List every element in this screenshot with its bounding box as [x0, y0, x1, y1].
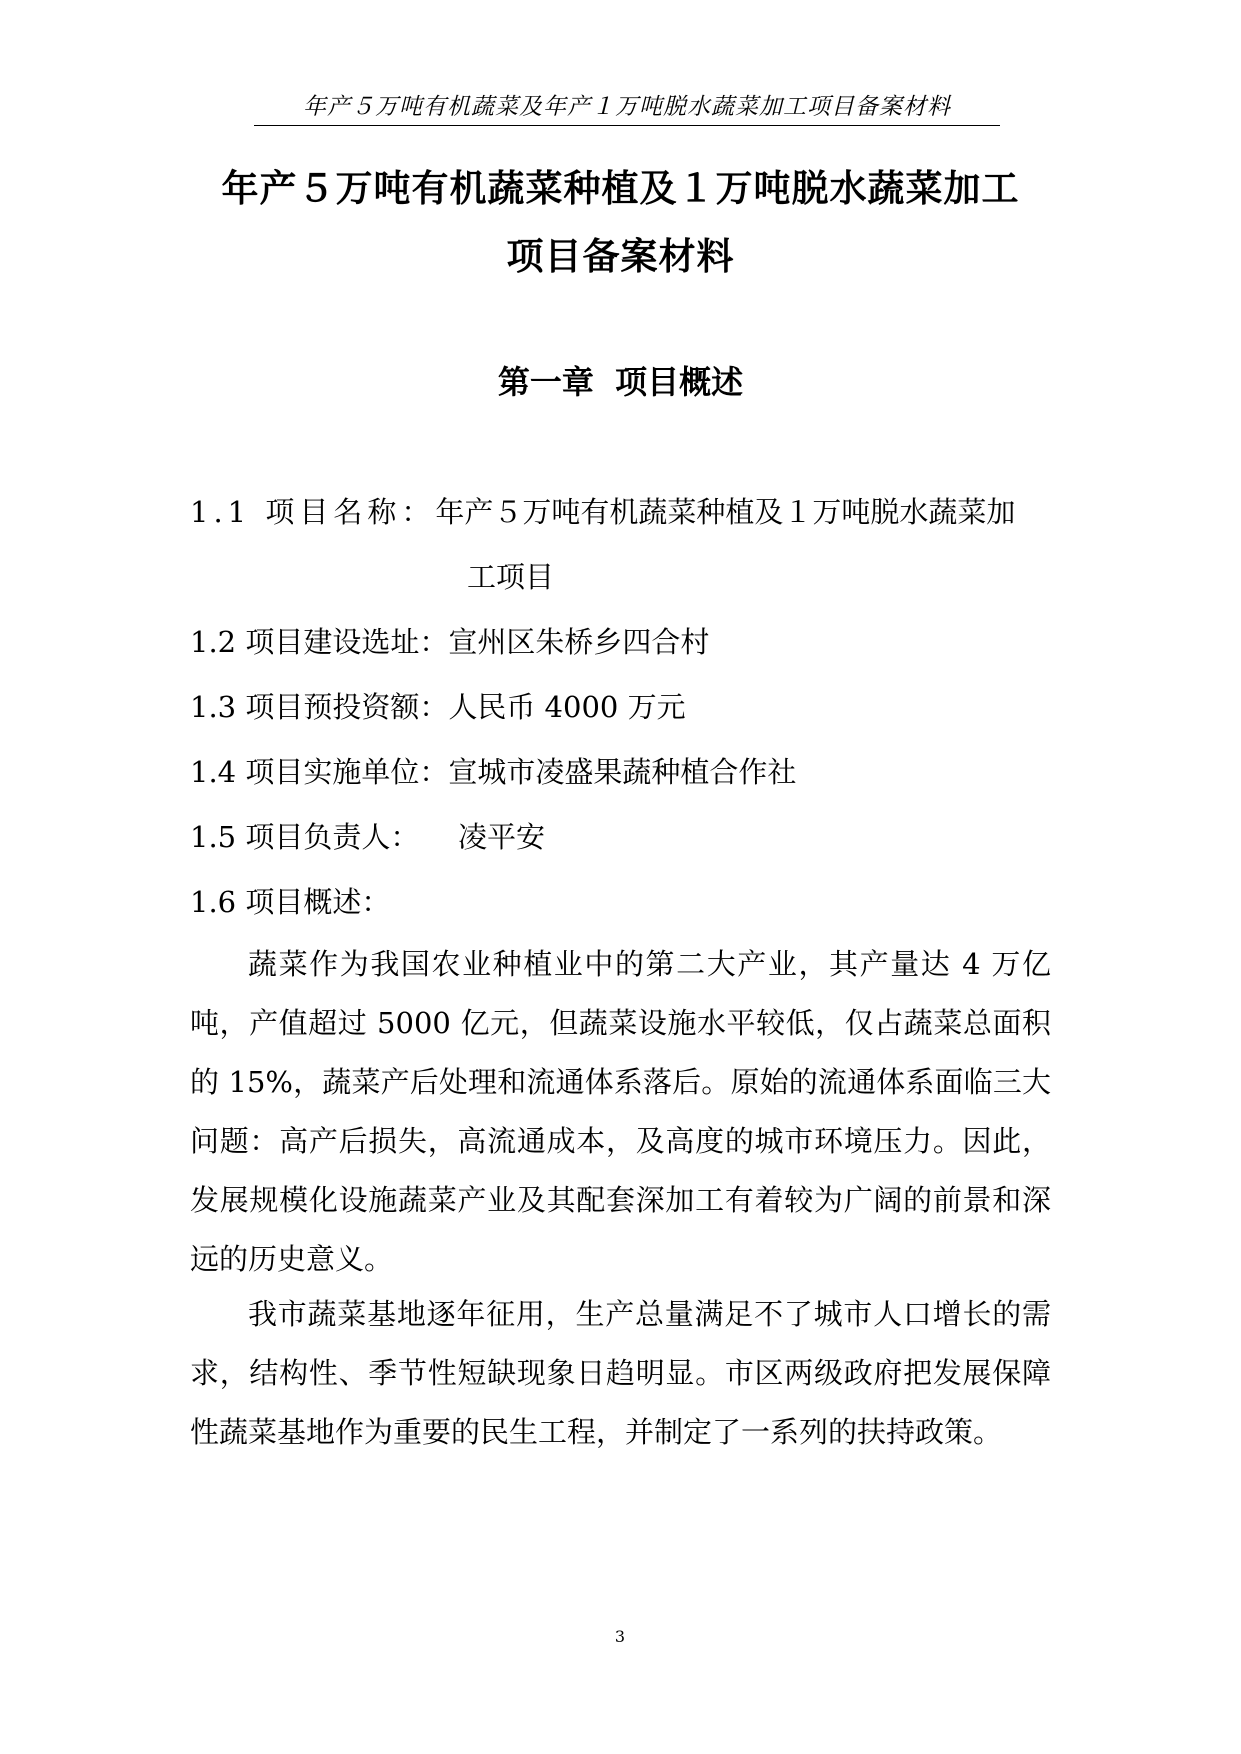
item-project-site [190, 620, 1051, 661]
document-title-line-2: 项目备案材料 [506, 235, 735, 278]
running-header: 年产５万吨有机蔬菜及年产１万吨脱水蔬菜加工项目备案材料 [254, 88, 1000, 126]
item-value: 宣州区朱桥乡四合村 [448, 625, 710, 659]
item-label: 1.2 项目建设选址： [190, 625, 449, 659]
overview-paragraph-1: 蔬菜作为我国农业种植业中的第二大产业，其产量达 4 万亿吨，产值超过 5000 亿元，但蔬菜设施水平较低，仅占蔬菜总面积的 15%，蔬菜产后处理和流通体系落后。原始的流通体系面临三大问题：高产后损失，高流通成本，及高度的城市环境压力。因此，发展规模化设施蔬菜产业及其配套深加工有着较为广阔的前景和深远的历史意义。 [190, 947, 1051, 1276]
item-label: 1.6 项目概述： [190, 885, 391, 919]
item-project-leader [190, 815, 1051, 856]
item-value: 宣城市凌盛果蔬种植合作社 [448, 755, 797, 789]
document-title-line-1: 年产５万吨有机蔬菜种植及１万吨脱水蔬菜加工 [221, 167, 1020, 210]
item-implementing-unit [190, 750, 1051, 791]
item-project-name-continuation: 工项目 [467, 560, 555, 594]
item-project-name [190, 490, 1051, 531]
item-label: 1.3 项目预投资额： [190, 690, 449, 724]
item-label: 1.4 项目实施单位： [190, 755, 449, 789]
item-label: 1.1 项目名称： [190, 495, 436, 529]
page-number: 3 [614, 1627, 626, 1646]
item-project-overview [190, 880, 1051, 921]
item-value: 人民币 4000 万元 [448, 690, 686, 724]
item-label: 1.5 项目负责人： [190, 820, 420, 854]
item-value: 年产５万吨有机蔬菜种植及１万吨脱水蔬菜加 [435, 495, 1016, 529]
overview-paragraph-2: 我市蔬菜基地逐年征用，生产总量满足不了城市人口增长的需求，结构性、季节性短缺现象日趋明显。市区两级政府把发展保障性蔬菜基地作为重要的民生工程，并制定了一系列的扶持政策。 [190, 1297, 1051, 1449]
item-project-investment [190, 685, 1051, 726]
chapter-heading: 第一章 项目概述 [497, 363, 744, 401]
item-value: 凌平安 [458, 820, 546, 854]
